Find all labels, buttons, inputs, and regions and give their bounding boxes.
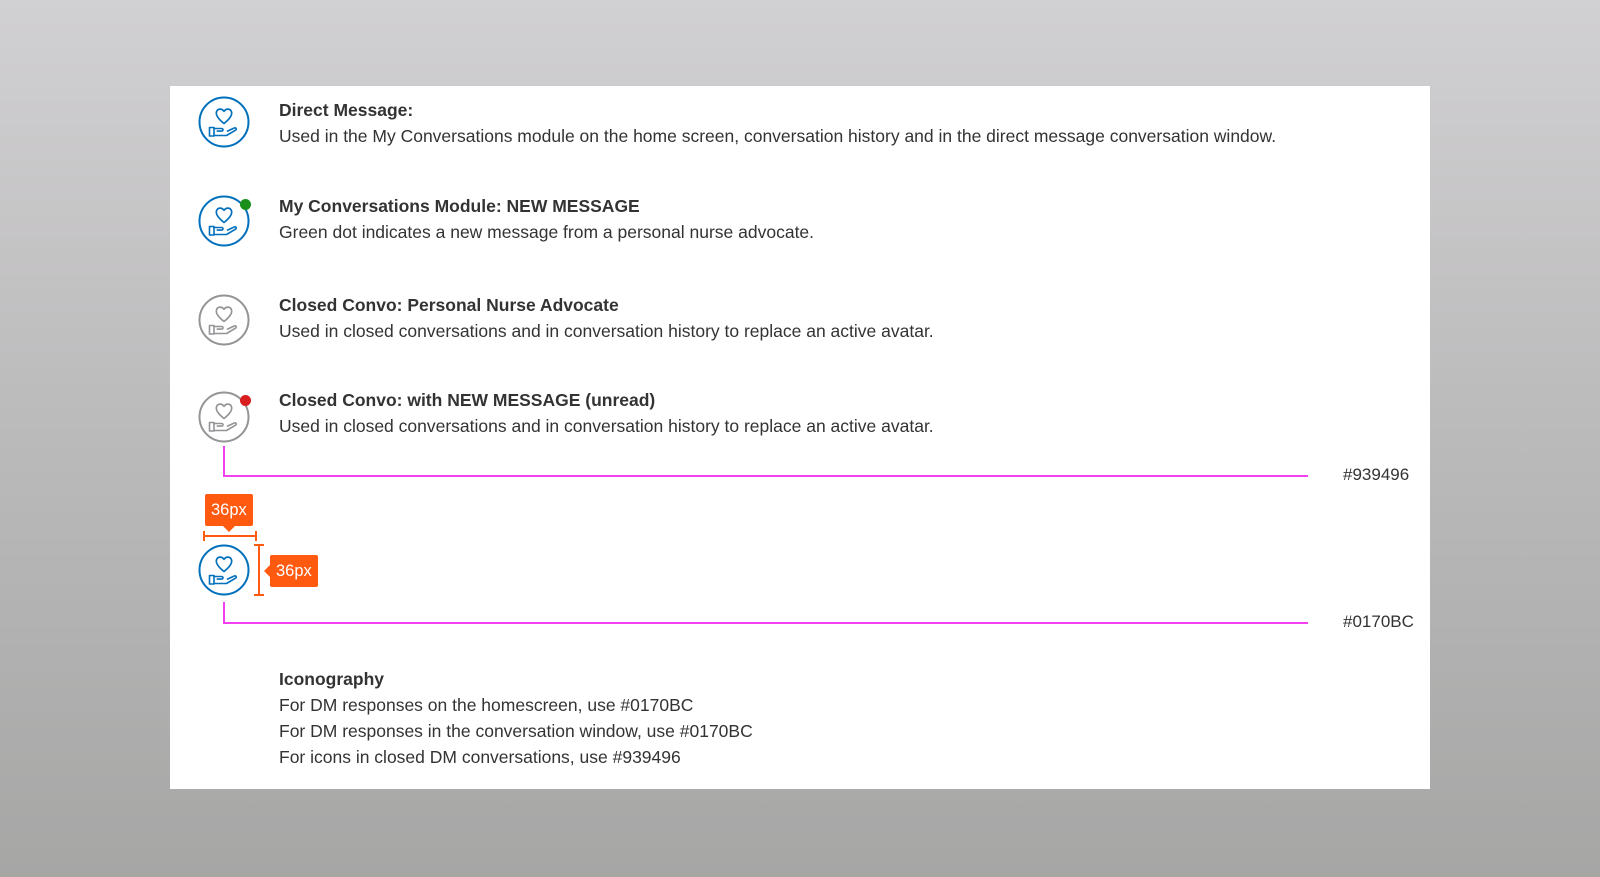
spec-text xyxy=(279,193,814,245)
iconography-line: For icons in closed DM conversations, use #939496 xyxy=(279,747,681,767)
blue-guide-horizontal xyxy=(223,622,1308,624)
spec-text xyxy=(279,387,934,439)
direct-message-avatar xyxy=(198,96,250,148)
spec-title: Closed Convo: Personal Nurse Advocate xyxy=(279,295,619,315)
width-measure-badge xyxy=(205,494,253,526)
height-measure-badge xyxy=(270,555,318,587)
height-label: 36px xyxy=(276,562,312,580)
spec-sheet xyxy=(170,86,1430,789)
measured-avatar xyxy=(198,544,250,596)
height-measure-line xyxy=(258,544,260,596)
iconography-line: For DM responses on the homescreen, use #0170BC xyxy=(279,695,694,715)
heart-in-hand-icon xyxy=(198,544,250,596)
gray-guide-horizontal xyxy=(223,475,1308,477)
spec-text xyxy=(279,97,1276,149)
gray-guide-corner xyxy=(223,460,225,477)
spec-description: Used in closed conversations and in conversation history to replace an active avatar. xyxy=(279,416,934,436)
blue-guide-vertical xyxy=(223,602,225,624)
new-message-avatar xyxy=(198,195,250,247)
gray-hex-label: #939496 xyxy=(1343,465,1410,484)
width-measure-line xyxy=(203,535,257,537)
spec-title: My Conversations Module: NEW MESSAGE xyxy=(279,196,640,216)
spec-text xyxy=(279,292,934,344)
spec-description: Used in the My Conversations module on the home screen, conversation history and in the direct message conversation window. xyxy=(279,126,1277,146)
width-measure-tick-right xyxy=(255,531,257,541)
spec-title: Direct Message: xyxy=(279,100,414,120)
height-measure-tick-bottom xyxy=(254,594,264,596)
iconography-notes xyxy=(279,666,753,770)
iconography-line: For DM responses in the conversation window, use #0170BC xyxy=(279,721,753,741)
spec-description: Green dot indicates a new message from a personal nurse advocate. xyxy=(279,222,815,242)
spec-description: Used in closed conversations and in conversation history to replace an active avatar. xyxy=(279,321,934,341)
closed-convo-unread-avatar xyxy=(198,391,250,443)
closed-convo-avatar xyxy=(198,294,250,346)
blue-hex-label: #0170BC xyxy=(1343,612,1414,631)
heart-in-hand-icon xyxy=(198,96,250,148)
spec-title: Closed Convo: with NEW MESSAGE (unread) xyxy=(279,390,656,410)
heart-in-hand-icon xyxy=(198,294,250,346)
green-dot-indicator xyxy=(240,199,251,210)
width-label: 36px xyxy=(211,501,247,519)
iconography-heading: Iconography xyxy=(279,669,385,689)
red-dot-indicator xyxy=(240,395,251,406)
